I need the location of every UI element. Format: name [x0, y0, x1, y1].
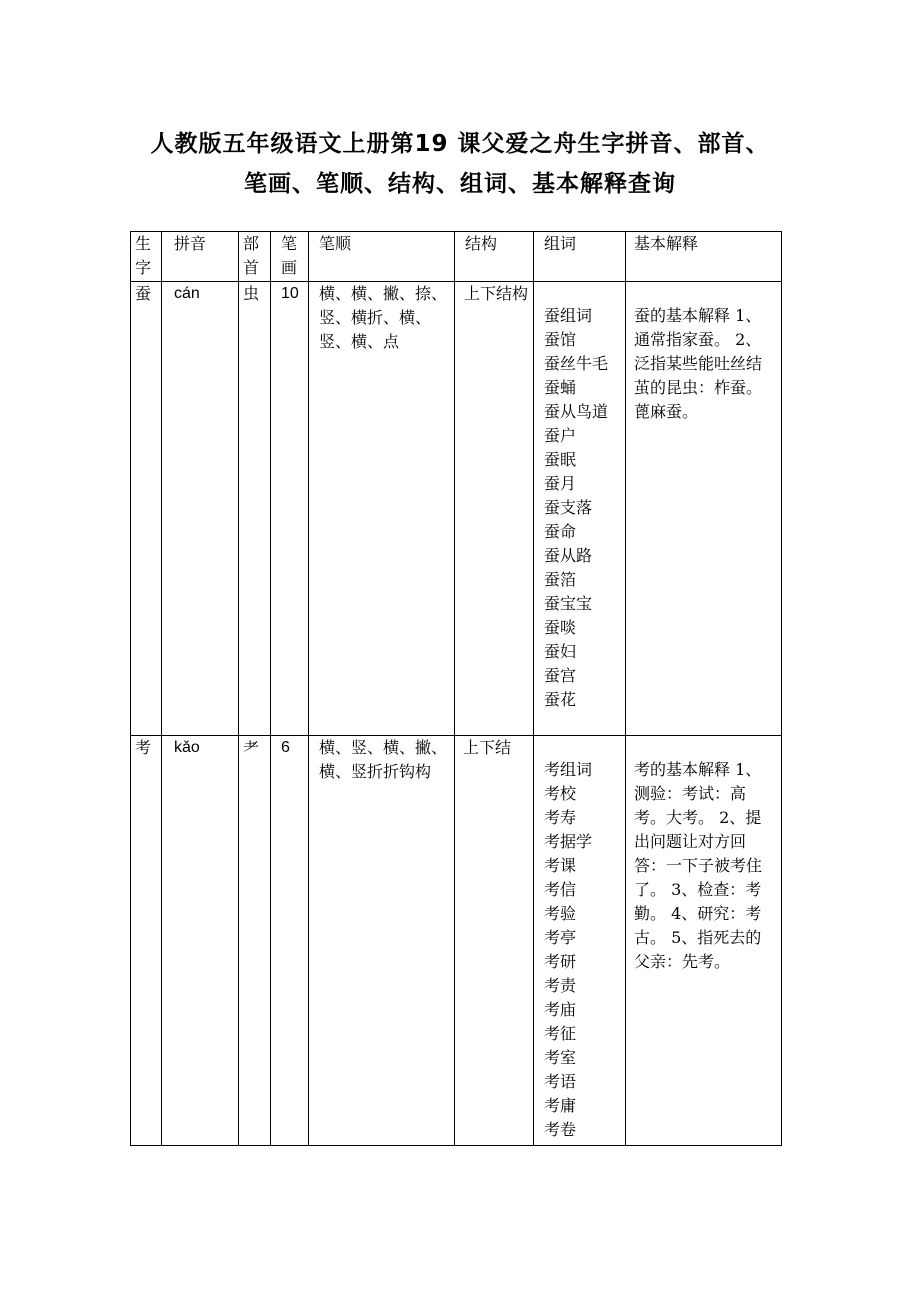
word-item: 考验 [544, 904, 577, 923]
word-item: 蚕从鸟道 [544, 402, 609, 421]
table-row [131, 736, 782, 1146]
table-row [131, 282, 782, 736]
row-pinyin: cán [162, 282, 239, 736]
row-radical: 耂 [239, 736, 271, 1146]
word-item: 考据学 [544, 832, 593, 851]
header-order: 笔顺 [309, 232, 455, 282]
row-words [534, 282, 626, 736]
word-item: 考室 [544, 1048, 577, 1067]
word-item: 考庸 [544, 1096, 577, 1115]
character-table [130, 231, 782, 1146]
table-header-row [131, 232, 782, 282]
row-stroke-order: 横、竖、横、撇、横、竖折折钩构 [309, 736, 455, 1146]
header-radical: 部首 [239, 232, 271, 282]
row-structure: 上下结构 [455, 282, 534, 736]
word-item: 蚕宫 [544, 666, 577, 685]
word-item: 蚕支落 [544, 498, 593, 517]
header-structure: 结构 [455, 232, 534, 282]
word-item: 蚕丝牛毛 [544, 354, 609, 373]
row-radical: 虫 [239, 282, 271, 736]
word-item: 蚕户 [544, 426, 577, 445]
word-item: 考课 [544, 856, 577, 875]
definition-text: 蚕的基本解释 1、通常指家蚕。 2、泛指某些能吐丝结茧的昆虫：柞蚕。蓖麻蚕。 [634, 306, 763, 421]
row-stroke-order: 横、横、撇、捺、竖、横折、横、竖、横、点 [309, 282, 455, 736]
word-item: 蚕妇 [544, 642, 577, 661]
word-item: 考校 [544, 784, 577, 803]
word-item: 考语 [544, 1072, 577, 1091]
word-item: 考研 [544, 952, 577, 971]
word-item: 蚕眠 [544, 450, 577, 469]
word-item: 蚕啖 [544, 618, 577, 637]
title-line-2: 笔画、笔顺、结构、组词、基本解释查询 [244, 171, 676, 197]
row-strokes: 10 [271, 282, 309, 736]
definition-text: 考的基本解释 1、测验：考试：高考。大考。 2、提出问题让对方回答：一下子被考住了。 3、检查：考勤。 4、研究：考古。 5、指死去的父亲：先考。 [634, 760, 763, 971]
word-item: 考征 [544, 1024, 577, 1043]
word-item: 蚕从路 [544, 546, 593, 565]
word-item: 蚕宝宝 [544, 594, 593, 613]
header-definition: 基本解释 [626, 232, 782, 282]
word-item: 蚕月 [544, 474, 577, 493]
row-char: 考 [131, 736, 162, 1146]
row-char: 蚕 [131, 282, 162, 736]
word-item: 蚕命 [544, 522, 577, 541]
header-pinyin: 拼音 [162, 232, 239, 282]
word-item: 蚕馆 [544, 330, 577, 349]
row-definition [626, 282, 782, 736]
row-pinyin: kǎo [162, 736, 239, 1146]
header-strokes: 笔画 [271, 232, 309, 282]
word-item: 考亭 [544, 928, 577, 947]
word-item: 考庙 [544, 1000, 577, 1019]
word-item: 考寿 [544, 808, 577, 827]
title-line-1: 人教版五年级语文上册第19 课父爱之舟生字拼音、部首、 [150, 131, 770, 157]
words-list [544, 736, 621, 1142]
word-item: 蚕组词 [544, 306, 593, 325]
row-words [534, 736, 626, 1146]
row-definition [626, 736, 782, 1146]
header-words: 组词 [534, 232, 626, 282]
words-list [544, 282, 621, 712]
word-item: 蚕花 [544, 690, 577, 709]
word-item: 考卷 [544, 1120, 577, 1139]
row-structure: 上下结 [455, 736, 534, 1146]
word-item: 考组词 [544, 760, 593, 779]
word-item: 蚕箔 [544, 570, 577, 589]
word-item: 考信 [544, 880, 577, 899]
header-char: 生字 [131, 232, 162, 282]
word-item: 蚕蛹 [544, 378, 577, 397]
row-strokes: 6 [271, 736, 309, 1146]
page-title [100, 124, 820, 204]
word-item: 考责 [544, 976, 577, 995]
